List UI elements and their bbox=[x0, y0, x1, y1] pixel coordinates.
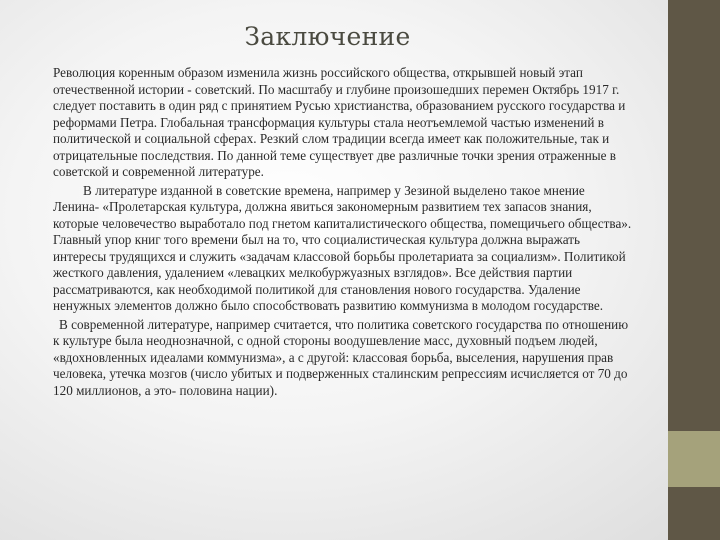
accent-bar-middle bbox=[668, 431, 720, 487]
paragraph-soviet-literature: В литературе изданной в советские времена, например у Зезиной выделено такое мнение Ленина- «Пролетарская культура, должна явиться закономерным развитием тех запасов знания, которые человечество выработало под гнетом капиталистического общества, помещичьего общества». Главный упор книг того времени был на то, что социалистическая культура должна выражать интересы трудящихся и служить «задачам классовой борьбы пролетариата за социализм». Политикой жесткого давления, удалением «левацких мелкобуржуазных взглядов». Все действия партии рассматриваются, как необходимой политикой для становления нового государства. Удаление ненужных элементов должно было способствовать развитию коммунизма в молодом государстве. bbox=[53, 182, 632, 313]
slide-title: Заключение bbox=[244, 22, 411, 51]
paragraph-intro: Революция коренным образом изменила жизнь российского общества, открывшей новый этап отечественной истории - советский. По масштабу и глубине произошедших перемен Октябрь 1917 г. следует поставить в один ряд с принятием Русью христианства, образованием русского государства и реформами Петра. Глобальная трансформация культуры стала неотъемлемой частью изменений в политической и социальной сферах. Резкий слом традиции всегда имеет как положительные, так и отрицательные последствия. По данной теме существует две различные точки зрения отраженные в советской и современной литературе. bbox=[53, 65, 626, 179]
accent-bar-top bbox=[668, 0, 720, 431]
accent-bar-bottom bbox=[668, 487, 720, 540]
paragraph-modern-literature: В современной литературе, например считается, что политика советского государства по отношению к культуре была неоднозначной, с одной стороны воодушевление масс, духовный подъем людей, «вдохновленных идеалами коммунизма», а с другой: классовая борьба, выселения, нарушения прав человека, утечка мозгов (число убитых и подверженных сталинским репрессиям исчисляется от 70 до 120 миллионов, а это- половина нации). bbox=[53, 316, 629, 398]
slide-body bbox=[53, 65, 633, 399]
